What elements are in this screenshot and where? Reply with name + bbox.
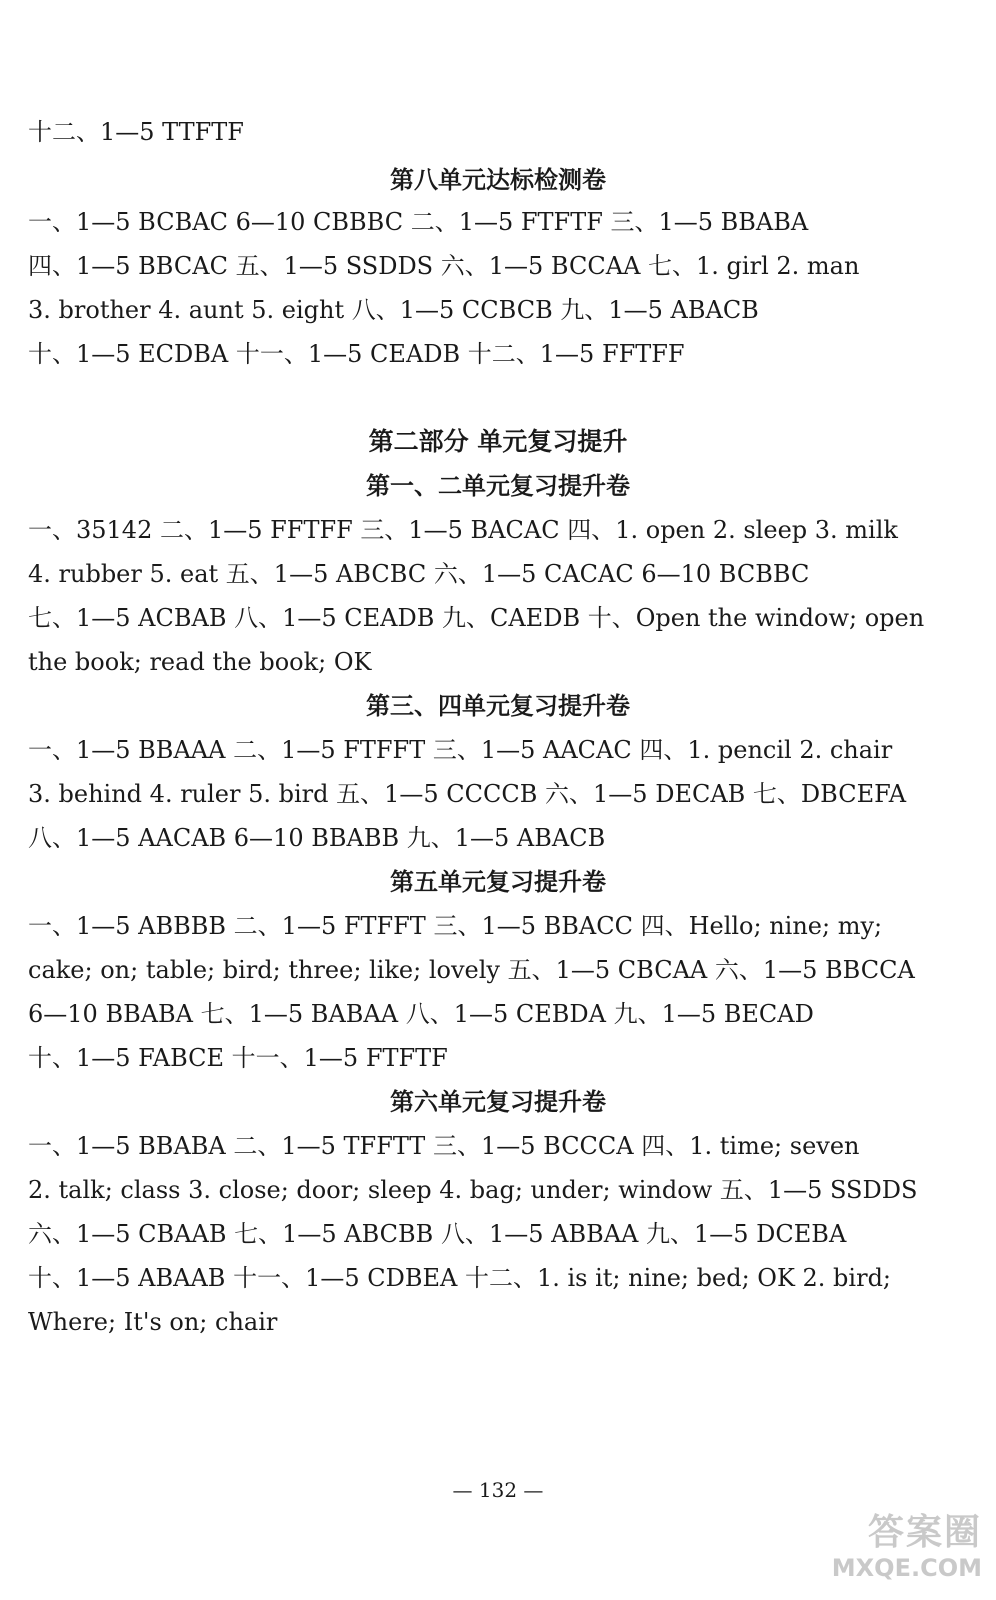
answer-line: 十、1—5 ABAAB 十一、1—5 CDBEA 十二、1. is it; nine; bed; OK 2. bird; [28,1264,892,1292]
watermark-bottom: MXQE.COM [831,1554,982,1582]
answer-line: 十二、1—5 TTFTF [28,118,244,146]
answer-line: 一、1—5 BBAAA 二、1—5 FTFFT 三、1—5 AACAC 四、1. pencil 2. chair [28,736,893,764]
answer-line: 十、1—5 ECDBA 十一、1—5 CEADB 十二、1—5 FFTFF [28,340,685,368]
answer-line: 一、1—5 ABBBB 二、1—5 FTFFT 三、1—5 BBACC 四、Hello; nine; my; [28,912,883,940]
answer-line: 一、35142 二、1—5 FFTFF 三、1—5 BACAC 四、1. open 2. sleep 3. milk [28,516,898,544]
watermark-logo [802,1512,982,1592]
answer-line: 八、1—5 AACAB 6—10 BBABB 九、1—5 ABACB [28,824,606,852]
answer-line: Where; It's on; chair [28,1308,278,1336]
section-title-unit5: 第五单元复习提升卷 [390,867,606,896]
section-title-unit8: 第八单元达标检测卷 [390,165,606,194]
answer-line: 4. rubber 5. eat 五、1—5 ABCBC 六、1—5 CACAC 6—10 BCBBC [28,560,810,588]
section-title-unit34: 第三、四单元复习提升卷 [366,691,630,720]
answer-line: the book; read the book; OK [28,648,372,676]
answer-line: 四、1—5 BBCAC 五、1—5 SSDDS 六、1—5 BCCAA 七、1. girl 2. man [28,252,860,280]
answer-line: 六、1—5 CBAAB 七、1—5 ABCBB 八、1—5 ABBAA 九、1—5 DCEBA [28,1220,847,1248]
section-title-unit12: 第一、二单元复习提升卷 [366,471,630,500]
answer-line: 一、1—5 BCBAC 6—10 CBBBC 二、1—5 FTFTF 三、1—5 BBABA [28,208,809,236]
part-title: 第二部分 单元复习提升 [368,427,628,456]
section-title-unit6: 第六单元复习提升卷 [390,1087,606,1116]
answer-line: 3. brother 4. aunt 5. eight 八、1—5 CCBCB 九、1—5 ABACB [28,296,759,324]
page-number: — 132 — [452,1478,544,1502]
answer-line: 2. talk; class 3. close; door; sleep 4. bag; under; window 五、1—5 SSDDS [28,1176,918,1204]
answer-line: cake; on; table; bird; three; like; lovely 五、1—5 CBCAA 六、1—5 BBCCA [28,956,915,984]
answer-line: 一、1—5 BBABA 二、1—5 TFFTT 三、1—5 BCCCA 四、1. time; seven [28,1132,860,1160]
watermark-top: 答案圈 [867,1512,982,1553]
answer-line: 6—10 BBABA 七、1—5 BABAA 八、1—5 CEBDA 九、1—5 BECAD [28,1000,814,1028]
answer-line: 七、1—5 ACBAB 八、1—5 CEADB 九、CAEDB 十、Open the window; open [28,604,925,632]
answer-line: 3. behind 4. ruler 5. bird 五、1—5 CCCCB 六、1—5 DECAB 七、DBCEFA [28,780,907,808]
answer-line: 十、1—5 FABCE 十一、1—5 FTFTF [28,1044,448,1072]
